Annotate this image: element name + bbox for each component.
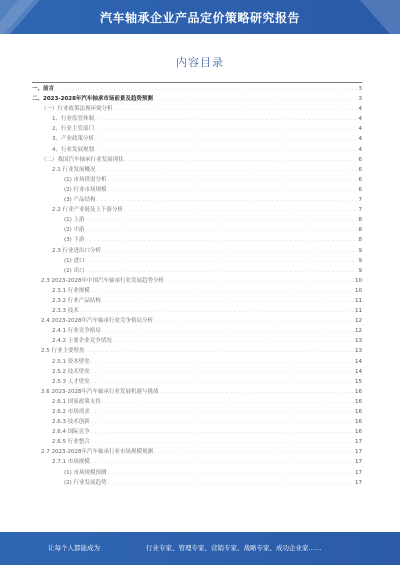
toc-leader-dots [91,357,354,367]
toc-entry-page: 17 [355,459,362,466]
toc-entry-page: 16 [355,388,362,395]
toc-leader-dots [91,437,354,447]
toc-entry-title: (1) 市场供需分析 [64,176,107,183]
toc-entry-title: 2.2 行业产业链及上下游分析 [52,207,123,214]
toc-entry-page: 11 [355,308,362,315]
toc-entry[interactable] [32,94,362,104]
toc-top-rule [32,82,362,83]
toc-entry-page: 16 [355,419,362,426]
toc-entry-page: 16 [355,429,362,436]
toc-entry-title: 2.3.3 技术 [52,308,79,315]
toc-entry-page: 4 [358,136,362,143]
toc-entry-title: (2) 行业市场规模 [64,186,107,193]
toc-entry-title: (1) 市场规模预测 [64,469,107,476]
toc-entry-page: 16 [355,398,362,405]
toc-entry[interactable] [32,246,362,256]
toc-leader-dots [97,165,358,175]
toc-leader-dots [86,346,355,356]
toc-entry[interactable] [32,427,362,437]
toc-entry[interactable] [32,296,362,306]
toc-entry[interactable] [32,377,362,387]
toc-leader-dots [124,205,358,215]
toc-entry[interactable] [32,357,362,367]
toc-entry-title: 2.5.3 人才壁垒 [52,378,90,385]
toc-entry-title: (1) 进口 [64,257,85,264]
toc-leader-dots [154,447,354,457]
toc-leader-dots [95,124,358,134]
toc-entry[interactable] [32,447,362,457]
toc-entry-title: 2.5.1 资本壁垒 [52,358,90,365]
toc-entry-page: 13 [355,348,362,355]
toc-entry[interactable] [32,387,362,397]
toc-entry-title: 二、2023-2028年汽车轴承市场前景及趋势预测 [32,96,153,103]
toc-entry[interactable] [32,306,362,316]
toc-entry[interactable] [32,367,362,377]
toc-entry-title: (3) 产品结构 [64,197,96,204]
toc-entry[interactable] [32,104,362,114]
toc-entry-title: (3) 下游 [64,237,85,244]
toc-entry-title: （一）行业政策法规环境分析 [41,106,113,113]
table-of-contents [32,84,362,488]
toc-entry-title: 2.5.2 技术壁垒 [52,368,90,375]
toc-entry-page: 4 [358,146,362,153]
toc-heading: 内容目录 [176,56,224,69]
toc-entry-page: 3 [358,96,362,103]
toc-entry-title: 4、行业发展规划 [52,146,94,153]
header-bar [0,0,400,34]
toc-leader-dots [86,215,358,225]
toc-leader-dots [95,134,358,144]
toc-entry[interactable] [32,84,362,94]
toc-entry-page: 9 [358,257,362,264]
toc-entry-title: 2.6.4 国际竞争 [52,429,90,436]
toc-entry[interactable] [32,145,362,155]
toc-leader-dots [108,468,354,478]
toc-entry[interactable] [32,165,362,175]
toc-entry-page: 3 [358,86,362,92]
toc-entry[interactable] [32,286,362,296]
toc-leader-dots [86,256,358,266]
toc-entry-page: 12 [355,328,362,335]
toc-entry[interactable] [32,225,362,235]
toc-entry[interactable] [32,124,362,134]
toc-entry-page: 8 [358,237,362,244]
toc-leader-dots [95,114,358,124]
toc-entry-title: 2.3.1 行业规模 [52,287,90,294]
footer-bar [0,532,400,565]
toc-leader-dots [91,407,354,417]
toc-leader-dots [154,316,354,326]
toc-entry[interactable] [32,407,362,417]
toc-entry[interactable] [32,114,362,124]
footer-tagline: 行业专家、管理专家、营销专家、战略专家、成功企业家…… [146,544,322,552]
toc-entry[interactable] [32,346,362,356]
toc-entry-title: 2.1 行业发展概况 [52,166,96,173]
toc-leader-dots [125,155,358,165]
toc-entry[interactable] [32,134,362,144]
toc-entry[interactable] [32,155,362,165]
toc-leader-dots [86,225,358,235]
toc-entry-page: 7 [358,207,362,214]
toc-entry-title: (2) 出口 [64,267,85,274]
toc-entry-page: 13 [355,338,362,345]
toc-entry[interactable] [32,437,362,447]
toc-entry[interactable] [32,256,362,266]
toc-entry-title: (1) 上游 [64,217,85,224]
toc-entry-page: 4 [358,126,362,133]
toc-entry-page: 12 [355,318,362,325]
toc-entry-title: 2、行业主管部门 [52,126,94,133]
toc-leader-dots [91,377,354,387]
toc-entry-title: 2.6.2 市场需求 [52,409,90,415]
toc-entry-title: (2) 中游 [64,227,85,234]
toc-entry[interactable] [32,468,362,478]
toc-entry-title: 2.6.3 技术创新 [52,419,90,426]
toc-entry-page: 10 [355,277,362,284]
toc-entry-title: 2.4.2 主要企业竞争情况 [52,338,112,345]
toc-entry-title: 2.3 2023-2028年中国汽车轴承行业发展趋势分析 [41,277,164,284]
toc-entry-title: 2.3.2 行业产品结构 [52,297,101,304]
toc-entry[interactable] [32,205,362,215]
report-title: 汽车轴承企业产品定价策略研究报告 [99,11,300,25]
toc-leader-dots [108,478,354,488]
toc-leader-dots [113,336,354,346]
toc-entry[interactable] [32,235,362,245]
toc-entry-title: 2.5 行业主要壁垒 [41,348,85,355]
toc-entry-page: 6 [358,176,362,183]
toc-entry-page: 16 [355,409,362,415]
toc-entry-page: 4 [358,106,362,113]
toc-entry-title: 2.7.1 市场规模 [52,459,90,466]
toc-entry-page: 17 [355,479,362,486]
toc-leader-dots [80,306,354,316]
toc-entry-page: 14 [355,368,362,375]
toc-leader-dots [91,417,354,427]
toc-entry[interactable] [32,478,362,488]
toc-leader-dots [108,185,358,195]
toc-entry-page: 17 [355,439,362,446]
toc-entry-title: 1、行业监管体制 [52,116,94,123]
toc-entry[interactable] [32,457,362,467]
toc-leader-dots [102,326,354,336]
toc-leader-dots [86,235,358,245]
toc-entry-title: 一、前言 [32,86,55,92]
toc-leader-dots [159,387,354,397]
toc-entry-title: 2.4.1 行业竞争格局 [52,328,101,335]
toc-entry-title: （二）我国汽车轴承行业发展现状 [41,156,124,163]
toc-entry[interactable] [32,175,362,185]
toc-leader-dots [97,195,358,205]
toc-entry[interactable] [32,397,362,407]
toc-entry-page: 17 [355,469,362,476]
toc-leader-dots [114,104,358,114]
toc-entry-page: 9 [358,267,362,274]
toc-entry-title: 3、产业政策分析 [52,136,94,143]
toc-leader-dots [108,175,358,185]
toc-entry-page: 14 [355,358,362,365]
toc-entry-page: 11 [355,297,362,304]
footer-slogan: 让每个人都能成为 [48,544,100,552]
toc-entry-page: 9 [358,247,362,254]
toc-entry[interactable] [32,276,362,286]
toc-entry-page: 15 [355,378,362,385]
toc-leader-dots [95,145,358,155]
toc-leader-dots [86,266,358,276]
toc-entry-page: 8 [358,217,362,224]
toc-leader-dots [91,286,354,296]
toc-leader-dots [102,296,354,306]
toc-entry[interactable] [32,266,362,276]
toc-leader-dots [102,397,354,407]
toc-entry[interactable] [32,417,362,427]
toc-entry-title: (2) 行业发展趋势 [64,479,107,486]
toc-entry-page: 4 [358,116,362,123]
toc-entry-title: 2.4 2023-2028年汽车轴承行业竞争格局分析 [41,318,153,325]
toc-entry-title: 2.6 2023-2028年汽车轴承行业发展机遇与挑战 [41,388,159,395]
toc-entry[interactable] [32,336,362,346]
toc-entry-page: 6 [358,156,362,163]
toc-entry-page: 8 [358,227,362,234]
toc-entry-page: 6 [358,186,362,193]
toc-entry[interactable] [32,316,362,326]
toc-entry-title: 2.6.1 国家政策支持 [52,398,101,405]
toc-entry[interactable] [32,215,362,225]
toc-leader-dots [154,94,358,104]
toc-leader-dots [91,367,354,377]
toc-entry[interactable] [32,326,362,336]
toc-entry-page: 17 [355,449,362,456]
toc-leader-dots [91,457,354,467]
toc-entry[interactable] [32,185,362,195]
toc-leader-dots [165,276,354,286]
toc-entry-title: 2.7 2023-2028年汽车轴承行业市场规模预测 [41,449,153,456]
toc-entry-page: 7 [358,197,362,204]
toc-leader-dots [91,427,354,437]
toc-leader-dots [102,246,358,256]
toc-entry-title: 2.3 行业进出口分析 [52,247,101,254]
toc-entry-page: 10 [355,287,362,294]
toc-entry-title: 2.6.5 行业整合 [52,439,90,446]
toc-entry[interactable] [32,195,362,205]
toc-entry-page: 6 [358,166,362,173]
toc-leader-dots [55,84,357,94]
